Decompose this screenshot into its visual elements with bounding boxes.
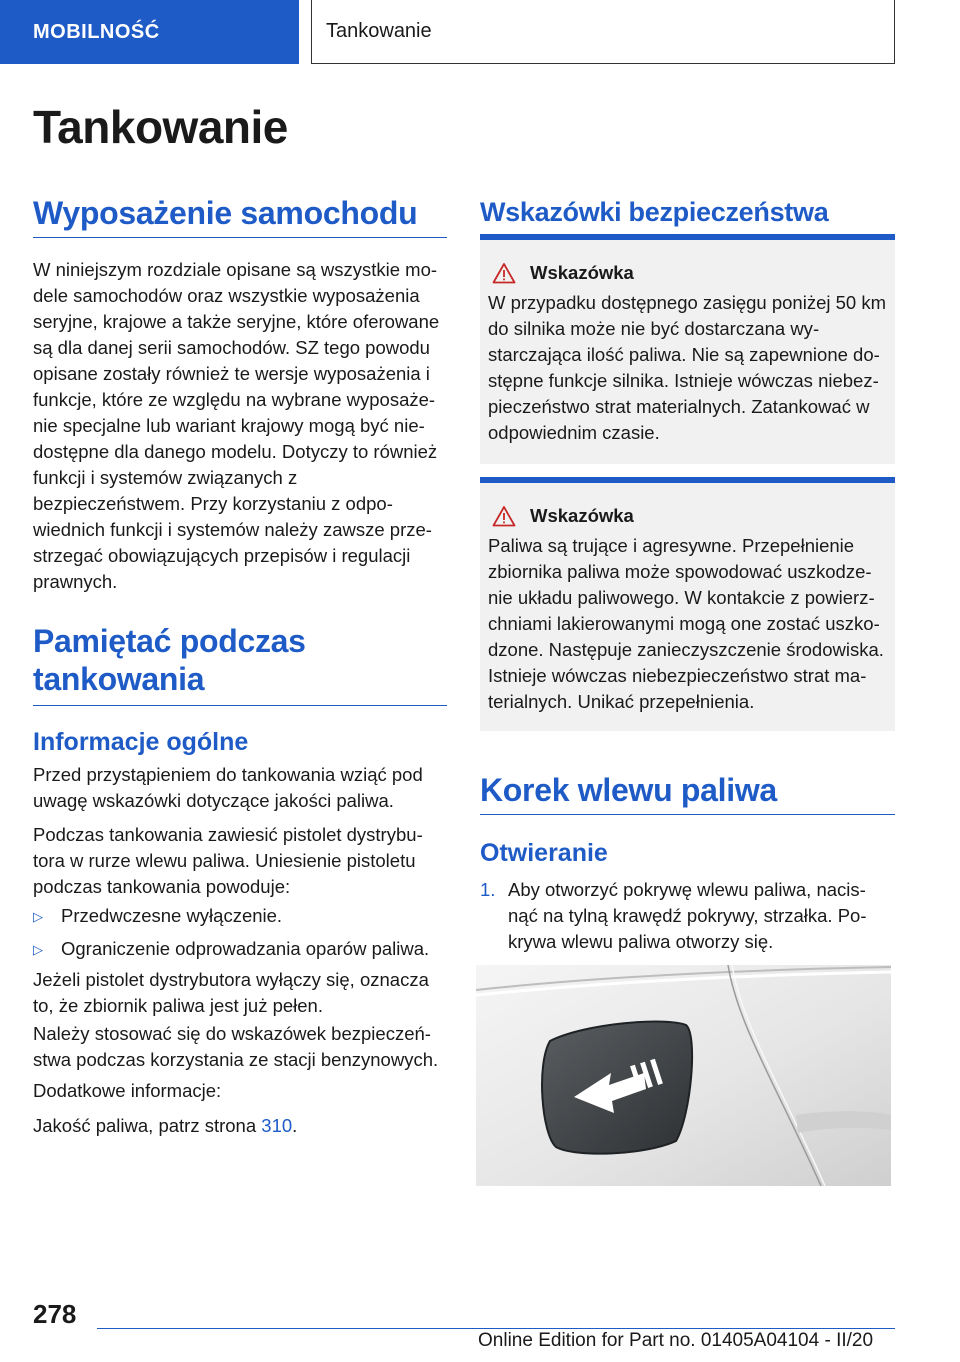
header-chapter-box <box>311 0 895 64</box>
warning-box-1 <box>480 234 895 464</box>
warning-header: Wskazówka <box>488 262 887 284</box>
triangle-bullet-icon: ▷ <box>33 909 43 924</box>
subheading-opening: Otwieranie <box>480 839 608 867</box>
page-number: 278 <box>33 1299 77 1329</box>
warning-text-1: W przypadku dostępnego zasięgu poniżej 50 km do silnika może nie być dostarczana wystarczająca ilość paliwa. Nie są zapewnione dostępne funkcje silnika. Istnieje wówczas niebezpieczeństwo strat materialnych. Zatankować w odpowiednim czasie. <box>488 292 886 443</box>
page-link-310[interactable]: 310 <box>261 1115 293 1136</box>
page-title: Tankowanie <box>33 101 288 153</box>
fuel-flap-illustration <box>476 965 891 1186</box>
section-heading-fuel-cap: Korek wlewu paliwa <box>480 771 895 815</box>
warning-box-2 <box>480 477 895 731</box>
warning-header: Wskazówka <box>488 505 887 527</box>
general-paragraph-4: Należy stosować się do wskazówek bezpieczeństwa podczas korzystania ze stacji benzynowych. <box>33 1023 439 1070</box>
header-chapter-label: Tankowanie <box>326 20 432 42</box>
subheading-general-info: Informacje ogólne <box>33 728 249 756</box>
step-text: Aby otworzyć pokrywę wlewu paliwa, nacisnąć na tylną krawędź pokrywy, strzałka. Pokrywa wlewu paliwa otworzy się. <box>508 879 867 952</box>
equipment-paragraph: W niniejszym rozdziale opisane są wszystkie modele samochodów oraz wszystkie wyposażenia seryjne, krajowe a także seryjne, które oferowane są dla danej serii samochodów. SZ tego powodu opisane zostały również te wersje wyposażenia i funkcje, które ze względu na wybrane wyposażenie specjalne lub wariant krajowy mogą być niedostępne dla danego modelu. Dotyczy to również funkcji i systemów związanych z bezpieczeństwem. Przy korzystaniu z odpowiednich funkcji i systemów należy zawsze przestrzegać obowiązujących przepisów i regulacji prawnych. <box>33 259 440 592</box>
section-heading-safety: Wskazówki bezpieczeństwa <box>480 197 829 227</box>
footer-edition: Online Edition for Part no. 01405A04104 - II/20 <box>478 1330 874 1351</box>
list-item: ▷ Ograniczenie odprowadzania oparów paliwa. <box>33 936 447 963</box>
general-paragraph-3: Jeżeli pistolet dystrybutora wyłączy się, oznacza to, że zbiornik paliwa jest już pełen. <box>33 969 429 1016</box>
warning-text-2: Paliwa są trujące i agresywne. Przepełnienie zbiornika paliwa może spowodować uszkodzenie układu paliwowego. W kontakcie z powierzchniami lakierowanymi mogą one zostać uszkodzone. Następuje zanieczyszczenie środowiska. Istnieje wówczas niebezpieczeństwo strat materialnych. Unikać przepełnienia. <box>488 535 884 712</box>
general-paragraph-1: Przed przystąpieniem do tankowania wziąć pod uwagę wskazówki dotyczące jakości paliwa. <box>33 764 423 811</box>
warning-triangle-icon <box>492 505 516 527</box>
step-number: 1. <box>480 879 496 900</box>
general-paragraph-2: Podczas tankowania zawiesić pistolet dystrybutora w rurze wlewu paliwa. Uniesienie pistoletu podczas tankowania powoduje: <box>33 824 423 897</box>
list-item: ▷ Przedwczesne wyłączenie. <box>33 903 447 930</box>
fuel-quality-reference: Jakość paliwa, patrz strona 310. <box>33 1115 298 1136</box>
section-heading-refuel-notes: Pamiętać podczas tankowania <box>33 622 447 706</box>
section-heading-equipment: Wyposażenie samochodu <box>33 194 447 238</box>
numbered-step <box>480 877 880 955</box>
warning-triangle-icon <box>492 262 516 284</box>
fuel-flap-image <box>476 965 891 1186</box>
triangle-bullet-icon: ▷ <box>33 942 43 957</box>
footer-divider <box>97 1328 895 1329</box>
header-section-tab: MOBILNOŚĆ <box>0 0 299 64</box>
general-paragraph-5: Dodatkowe informacje: <box>33 1080 222 1101</box>
